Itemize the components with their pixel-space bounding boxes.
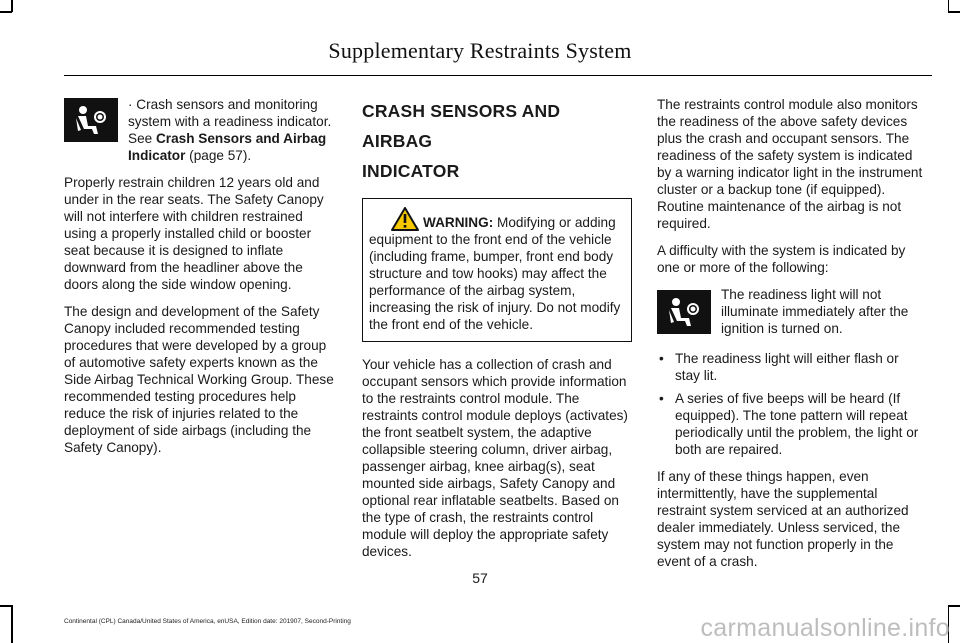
footer-edition: Continental (CPL) Canada/United States of America, enUSA, Edition date: 201907, Second-Printing: [64, 618, 351, 625]
airbag-warning-icon: [657, 290, 711, 334]
watermark: carmanualsonline.info: [700, 614, 950, 642]
section-heading: [362, 96, 632, 186]
page-number: 57: [472, 570, 488, 586]
paragraph-monitoring: The restraints control module also monitors the readiness of the above safety devices plus the crash and occupant sensors. The readiness of the safety system is indicated by a warning indicator light in the instrument cluster or a backup tone (if equipped). Routine maintenance of the airbag is not required.: [657, 97, 923, 231]
airbag-warning-icon: [64, 98, 118, 142]
header-divider: [64, 75, 932, 76]
symptom-list: [657, 350, 927, 458]
crop-mark-bl-v: [11, 605, 13, 643]
crop-mark-tr-h: [948, 11, 960, 13]
list-item-text: The readiness light will either flash or stay lit.: [675, 351, 899, 383]
list-item: [657, 390, 927, 458]
intro-paragraph: [64, 96, 334, 164]
warning-text: Modifying or adding equipment to the front end of the vehicle (including frame, bumper, front end body structure and tow hooks) may affect the performance of the airbag system, increasing the risk of injury. Do not modify the front end of the vehicle.: [369, 215, 621, 332]
section-heading-line1: CRASH SENSORS AND AIRBAG: [362, 101, 561, 151]
paragraph-children: Properly restrain children 12 years old and under in the rear seats. The Safety Canopy will not interfere with children restrained using a properly installed child or booster seat because it is designed to inflate downward from the headliner above the doors along the side window opening.: [64, 175, 324, 292]
paragraph-design: The design and development of the Safety Canopy included recommended testing procedures that were developed by a group of automotive safety experts known as the Side Airbag Technical Working Group. These recommended testing procedures help reduce the risk of injuries related to the deployment of side airbags (including the Safety Canopy).: [64, 304, 334, 455]
bullet-marker: •: [659, 391, 664, 406]
intro-link[interactable]: Crash Sensors and Airbag Indicator: [128, 131, 327, 163]
page-title: Supplementary Restraints System: [328, 38, 632, 63]
warning-label: WARNING:: [423, 215, 494, 230]
paragraph-difficulty: A difficulty with the system is indicated by one or more of the following:: [657, 243, 906, 275]
intro-page-ref: (page 57).: [185, 148, 252, 163]
column-right: [657, 96, 927, 580]
readiness-icon-paragraph: [657, 286, 927, 340]
section-heading-line2: INDICATOR: [362, 161, 460, 181]
list-item-text: A series of five beeps will be heard (If equipped). The tone pattern will repeat periodically until the problem, the light or both are repaired.: [675, 391, 919, 457]
crop-mark-br-h: [948, 605, 960, 607]
readiness-text: The readiness light will not illuminate immediately after the ignition is turned on.: [721, 287, 909, 336]
warning-box: [362, 198, 632, 342]
paragraph-service: If any of these things happen, even intermittently, have the supplemental restraint system serviced at an authorized dealer immediately. Unless serviced, the system may not function properly in the event of a crash.: [657, 469, 909, 569]
intro-text: · Crash sensors and monitoring system with a readiness indicator. See: [128, 97, 332, 146]
column-middle: [362, 96, 632, 570]
paragraph-sensors: Your vehicle has a collection of crash and occupant sensors which provide information to the restraints control module. The restraints control module deploys (activates) the front seatbelt system, the adaptive collapsible steering column, driver airbag, passenger airbag, knee airbag(s), seat mounted side airbags, Safety Canopy and optional rear inflatable seatbelts. Based on the type of crash, the restraints control module will deploy the appropriate safety devices.: [362, 357, 628, 559]
warning-triangle-icon: [391, 207, 419, 231]
crop-mark-tr-v: [948, 0, 950, 12]
bullet-marker: •: [659, 351, 664, 366]
crop-mark-tl-v: [11, 0, 13, 12]
list-item: [657, 350, 927, 384]
column-left: [64, 96, 334, 466]
